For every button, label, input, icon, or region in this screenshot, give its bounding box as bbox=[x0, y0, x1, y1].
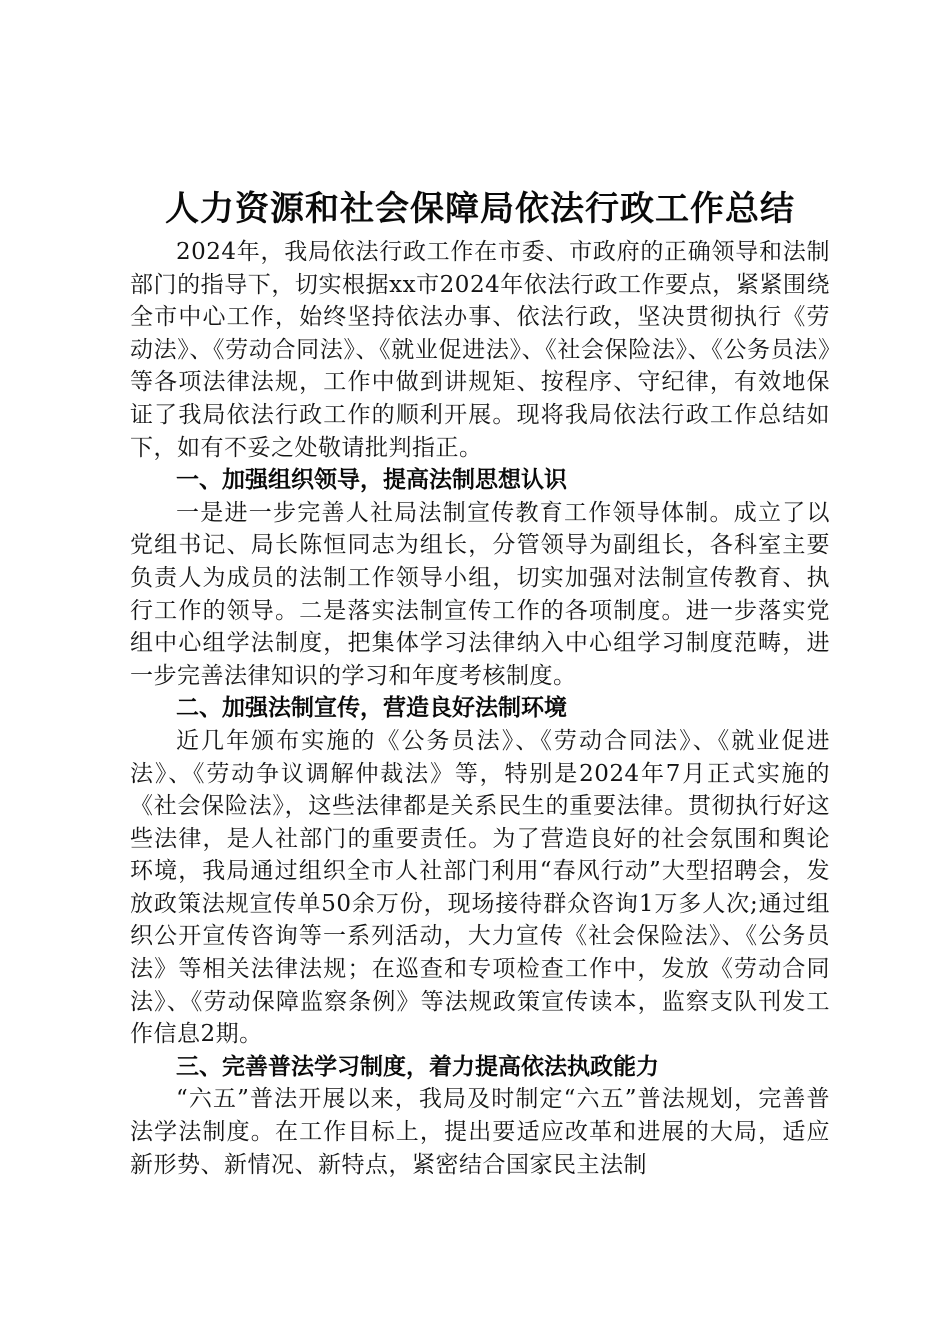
section-1 bbox=[130, 464, 830, 692]
section-heading: 三、完善普法学习制度，着力提高依法执政能力 bbox=[176, 1053, 659, 1080]
section-3 bbox=[130, 1051, 830, 1181]
section-heading: 一、加强组织领导，提高法制思想认识 bbox=[176, 467, 567, 494]
document-title: 人力资源和社会保障局依法行政工作总结 bbox=[165, 189, 795, 229]
section-paragraph: 近几年颁布实施的《公务员法》、《劳动合同法》、《就业促进法》、《劳动争议调解仲裁法》等，特别是2024年7月正式实施的《社会保险法》，这些法律都是关系民生的重要法律。贯彻执行好这些法律，是人社部门的重要责任。为了营造良好的社会氛围和舆论环境，我局通过组织全市人社部门利用“春风行动”大型招聘会，发放政策法规宣传单50余万份，现场接待群众咨询1万多人次;通过组织公开宣传咨询等一系列活动，大力宣传《社会保险法》、《公务员法》等相关法律法规；在巡查和专项检查工作中，发放《劳动合同法》、《劳动保障监察条例》等法规政策宣传读本，监察支队刊发工作信息2期。 bbox=[130, 727, 830, 1048]
document-page bbox=[130, 186, 830, 1181]
section-paragraph: “六五”普法开展以来，我局及时制定“六五”普法规划，完善普法学法制度。在工作目标上，提出要适应改革和进展的大局，适应新形势、新情况、新特点，紧密结合国家民主法制 bbox=[130, 1086, 830, 1178]
intro-paragraph: 2024年，我局依法行政工作在市委、市政府的正确领导和法制部门的指导下，切实根据xx市2024年依法行政工作要点，紧紧围绕全市中心工作，始终坚持依法办事、依法行政，坚决贯彻执行《劳动法》、《劳动合同法》、《就业促进法》、《社会保险法》、《公务员法》等各项法律法规，工作中做到讲规矩、按程序、守纪律，有效地保证了我局依法行政工作的顺利开展。现将我局依法行政工作总结如下，如有不妥之处敬请批判指正。 bbox=[130, 239, 830, 461]
section-2 bbox=[130, 692, 830, 1051]
section-heading: 二、加强法制宣传，营造良好法制环境 bbox=[176, 695, 567, 722]
section-paragraph: 一是进一步完善人社局法制宣传教育工作领导体制。成立了以党组书记、局长陈恒同志为组长，分管领导为副组长，各科室主要负责人为成员的法制工作领导小组，切实加强对法制宣传教育、执行工作的领导。二是落实法制宣传工作的各项制度。进一步落实党组中心组学法制度，把集体学习法律纳入中心组学习制度范畴，进一步完善法律知识的学习和年度考核制度。 bbox=[130, 499, 830, 689]
